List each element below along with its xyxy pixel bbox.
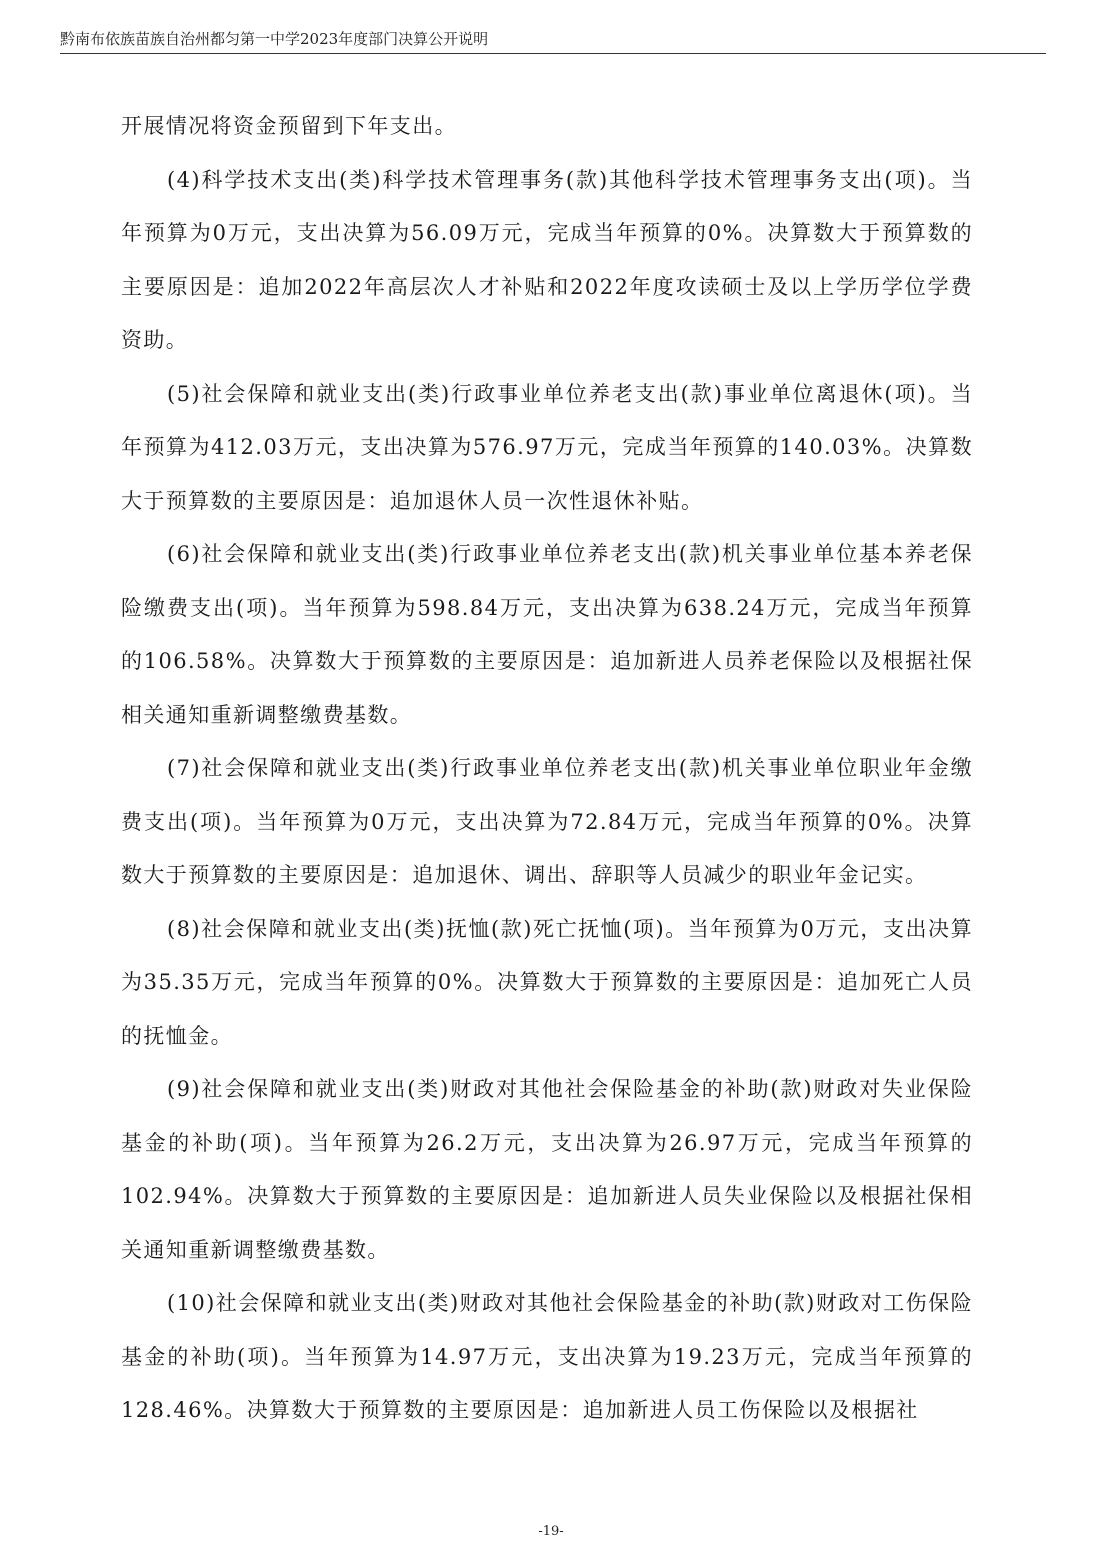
paragraph-item-9: (9)社会保障和就业支出(类)财政对其他社会保险基金的补助(款)财政对失业保险基金的补助(项)。当年预算为26.2万元，支出决算为26.97万元，完成当年预算的102.94%。决算数大于预算数的主要原因是：追加新进人员失业保险以及根据社保相关通知重新调整缴费基数。 bbox=[121, 1077, 973, 1262]
paragraph-item-8: (8)社会保障和就业支出(类)抚恤(款)死亡抚恤(项)。当年预算为0万元，支出决算为35.35万元，完成当年预算的0%。决算数大于预算数的主要原因是：追加死亡人员的抚恤金。 bbox=[121, 916, 973, 1048]
paragraph-continuation: 开展情况将资金预留到下年支出。 bbox=[121, 114, 457, 138]
paragraph-item-6: (6)社会保障和就业支出(类)行政事业单位养老支出(款)机关事业单位基本养老保险缴费支出(项)。当年预算为598.84万元，支出决算为638.24万元，完成当年预算的106.58%。决算数大于预算数的主要原因是：追加新进人员养老保险以及根据社保相关通知重新调整缴费基数。 bbox=[121, 542, 973, 727]
page-number: -19- bbox=[538, 1524, 564, 1539]
paragraph-item-4: (4)科学技术支出(类)科学技术管理事务(款)其他科学技术管理事务支出(项)。当年预算为0万元，支出决算为56.09万元，完成当年预算的0%。决算数大于预算数的主要原因是：追加2022年高层次人才补贴和2022年度攻读硕士及以上学历学位学费资助。 bbox=[121, 167, 973, 352]
paragraph-item-5: (5)社会保障和就业支出(类)行政事业单位养老支出(款)事业单位离退休(项)。当年预算为412.03万元，支出决算为576.97万元，完成当年预算的140.03%。决算数大于预算数的主要原因是：追加退休人员一次性退休补贴。 bbox=[121, 381, 973, 513]
paragraph-item-7: (7)社会保障和就业支出(类)行政事业单位养老支出(款)机关事业单位职业年金缴费支出(项)。当年预算为0万元，支出决算为72.84万元，完成当年预算的0%。决算数大于预算数的主要原因是：追加退休、调出、辞职等人员减少的职业年金记实。 bbox=[121, 756, 973, 887]
paragraph-item-10: (10)社会保障和就业支出(类)财政对其他社会保险基金的补助(款)财政对工伤保险基金的补助(项)。当年预算为14.97万元，支出决算为19.23万元，完成当年预算的128.46%。决算数大于预算数的主要原因是：追加新进人员工伤保险以及根据社 bbox=[121, 1291, 973, 1422]
document-body bbox=[121, 100, 973, 1438]
document-title: 黔南布依族苗族自治州都匀第一中学2023年度部门决算公开说明 bbox=[60, 30, 489, 48]
page-header bbox=[60, 28, 1046, 54]
